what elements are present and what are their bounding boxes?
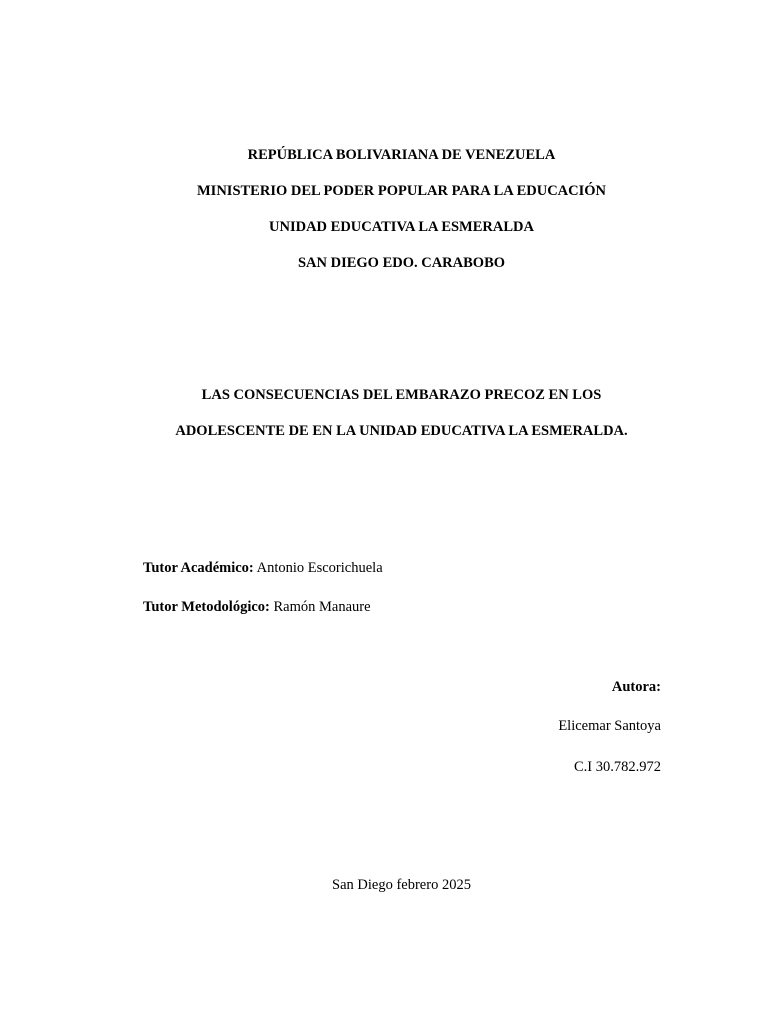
header-school: UNIDAD EDUCATIVA LA ESMERALDA [269, 219, 534, 235]
tutor-methodological [143, 598, 371, 616]
author-label: Autora: [611, 679, 661, 695]
tutor-academic-label: Tutor Académico: [143, 560, 254, 576]
header-location: SAN DIEGO EDO. CARABOBO [297, 255, 506, 271]
tutor-academic [143, 559, 383, 577]
tutor-methodological-label: Tutor Metodológico: [143, 599, 270, 615]
tutor-academic-name: Antonio Escorichuela [256, 560, 383, 576]
title-line-2: ADOLESCENTE DE EN LA UNIDAD EDUCATIVA LA ESMERALDA. [175, 423, 628, 439]
header-country: REPÚBLICA BOLIVARIANA DE VENEZUELA [247, 147, 556, 163]
place-date: San Diego febrero 2025 [332, 877, 471, 893]
author-name: Elicemar Santoya [558, 718, 661, 734]
author-id: C.I 30.782.972 [574, 759, 661, 775]
title-line-1: LAS CONSECUENCIAS DEL EMBARAZO PRECOZ EN LOS [201, 387, 602, 403]
header-ministry: MINISTERIO DEL PODER POPULAR PARA LA EDUCACIÓN [197, 183, 606, 199]
tutor-methodological-name: Ramón Manaure [273, 599, 371, 615]
